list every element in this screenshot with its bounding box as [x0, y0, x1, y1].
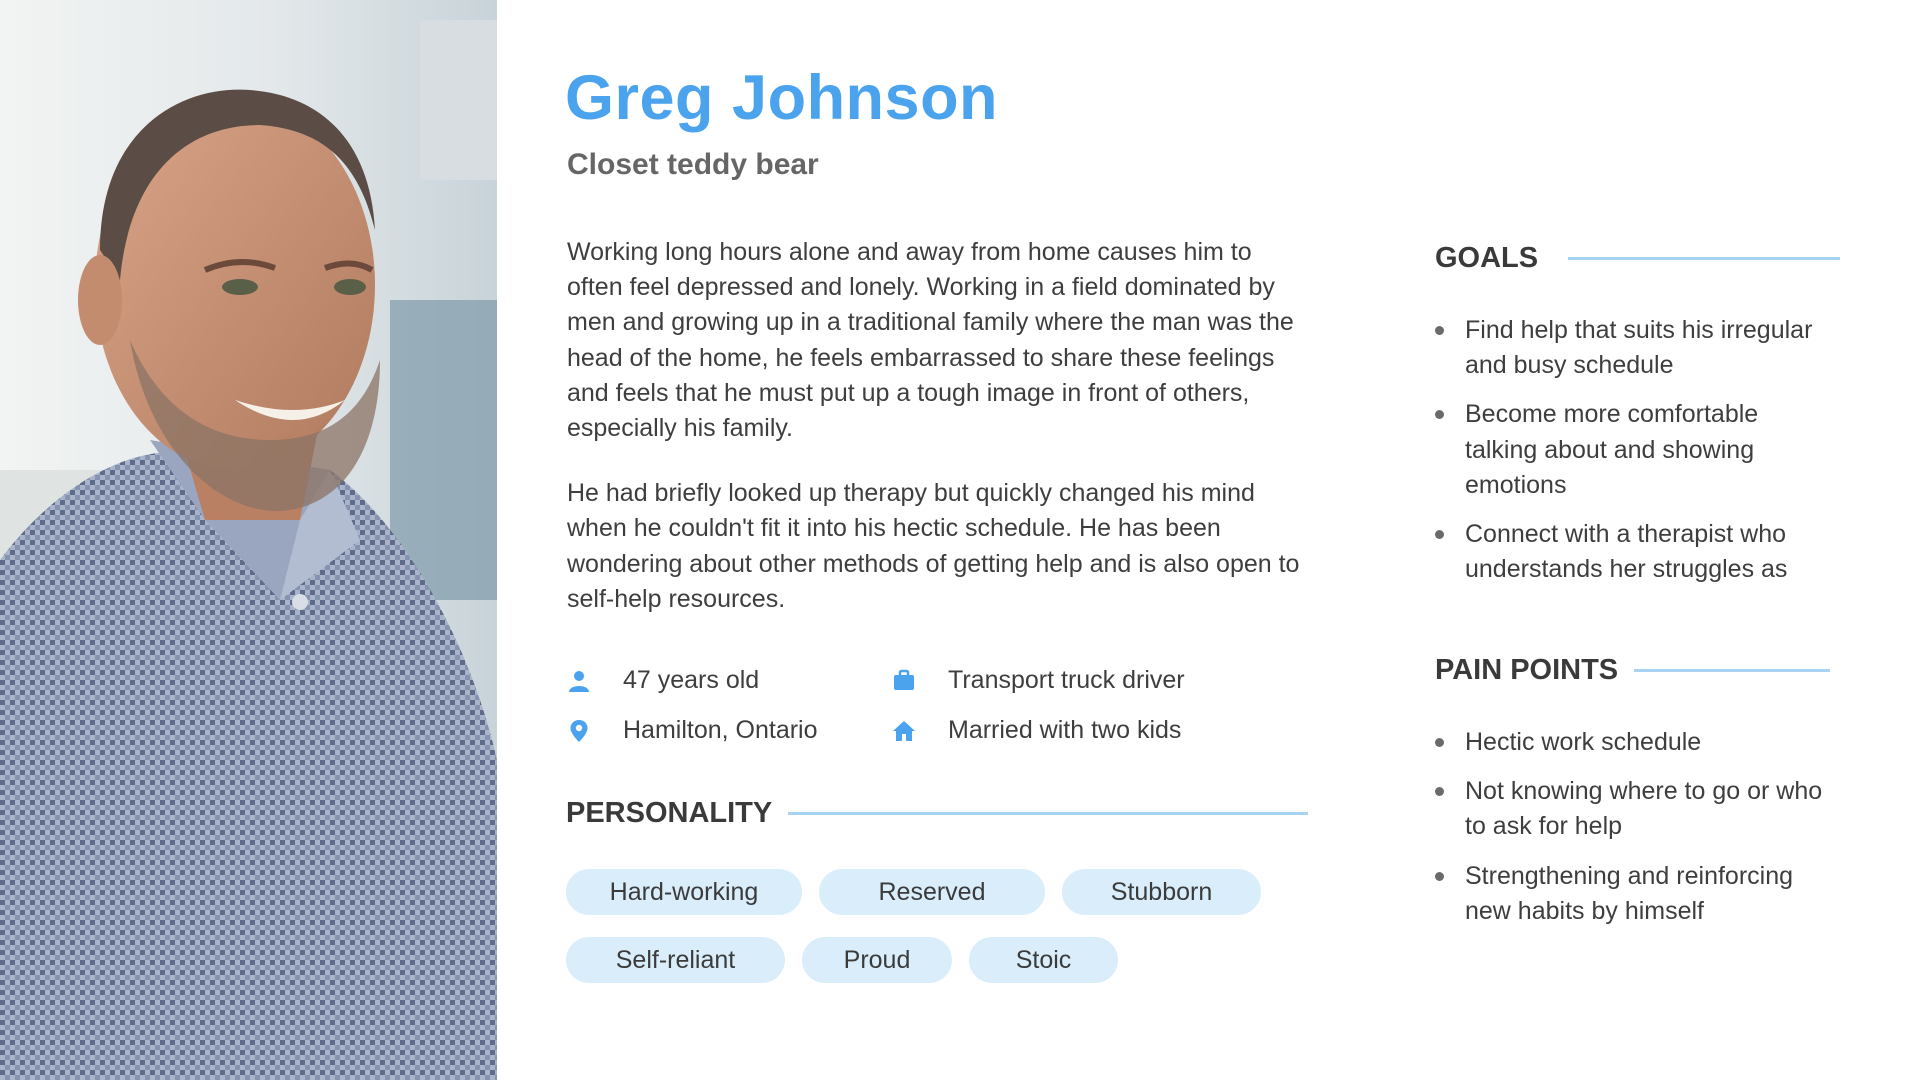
goal-text: Connect with a therapist who understands her struggles as	[1465, 520, 1788, 584]
fact-location	[567, 716, 818, 745]
trait-chip: Self-reliant	[566, 937, 785, 983]
bullet-icon	[1435, 738, 1444, 747]
personality-heading-text: PERSONALITY	[566, 797, 773, 829]
pain-point-text: Strengthening and reinforcing new habits by himself	[1465, 861, 1794, 925]
pain-point-item	[1435, 774, 1835, 844]
bullet-icon	[1435, 872, 1444, 881]
pain-point-text: Not knowing where to go or who to ask for help	[1465, 777, 1823, 841]
pain-points-heading-text: PAIN POINTS	[1435, 654, 1619, 686]
trait-chip: Hard-working	[566, 869, 802, 915]
fact-job	[892, 666, 1185, 695]
bullet-icon	[1435, 787, 1444, 796]
bio-paragraph: Working long hours alone and away from home causes him to often feel depressed and lonely. Working in a field dominated by men and growing up in a traditional family where the man was the head of the home, he feels embarrassed to share these feelings and feels that he must put up a tough image in front of others, especially his family.	[567, 238, 1294, 443]
trait-chip: Stubborn	[1062, 869, 1261, 915]
goal-item	[1435, 517, 1835, 587]
personality-traits	[566, 869, 1326, 989]
fact-job-text: Transport truck driver	[948, 666, 1185, 694]
fact-family-text: Married with two kids	[948, 716, 1182, 744]
trait-chip: Stoic	[969, 937, 1118, 983]
home-icon	[892, 719, 916, 743]
fact-age	[567, 666, 759, 695]
briefcase-icon	[892, 669, 916, 693]
goals-list	[1435, 313, 1835, 601]
persona-bio	[567, 235, 1307, 647]
pain-point-text: Hectic work schedule	[1465, 728, 1702, 756]
pain-point-item	[1435, 725, 1835, 760]
goals-heading	[1435, 242, 1840, 275]
bullet-icon	[1435, 530, 1444, 539]
pain-point-item	[1435, 859, 1835, 929]
fact-family	[892, 716, 1181, 745]
section-divider	[788, 812, 1308, 815]
goal-item	[1435, 313, 1835, 383]
section-divider	[1634, 669, 1830, 672]
goal-text: Become more comfortable talking about and showing emotions	[1465, 400, 1759, 499]
pain-points-heading	[1435, 654, 1830, 687]
persona-name: Greg Johnson	[565, 63, 999, 133]
goal-text: Find help that suits his irregular and busy schedule	[1465, 316, 1813, 380]
fact-location-text: Hamilton, Ontario	[623, 716, 818, 744]
location-pin-icon	[567, 719, 591, 743]
fact-age-text: 47 years old	[623, 666, 760, 694]
goals-heading-text: GOALS	[1435, 242, 1539, 274]
bio-paragraph: He had briefly looked up therapy but quickly changed his mind when he couldn't fit it into his hectic schedule. He has been wondering about other methods of getting help and is also open to self-help resources.	[567, 479, 1300, 613]
goal-item	[1435, 397, 1835, 503]
persona-photo	[0, 0, 497, 1080]
bullet-icon	[1435, 410, 1444, 419]
trait-chip: Reserved	[819, 869, 1045, 915]
person-icon	[567, 669, 591, 693]
section-divider	[1568, 257, 1840, 260]
trait-chip: Proud	[802, 937, 952, 983]
pain-points-list	[1435, 725, 1835, 943]
persona-subtitle: Closet teddy bear	[567, 148, 819, 181]
personality-heading	[566, 797, 1308, 830]
bullet-icon	[1435, 326, 1444, 335]
